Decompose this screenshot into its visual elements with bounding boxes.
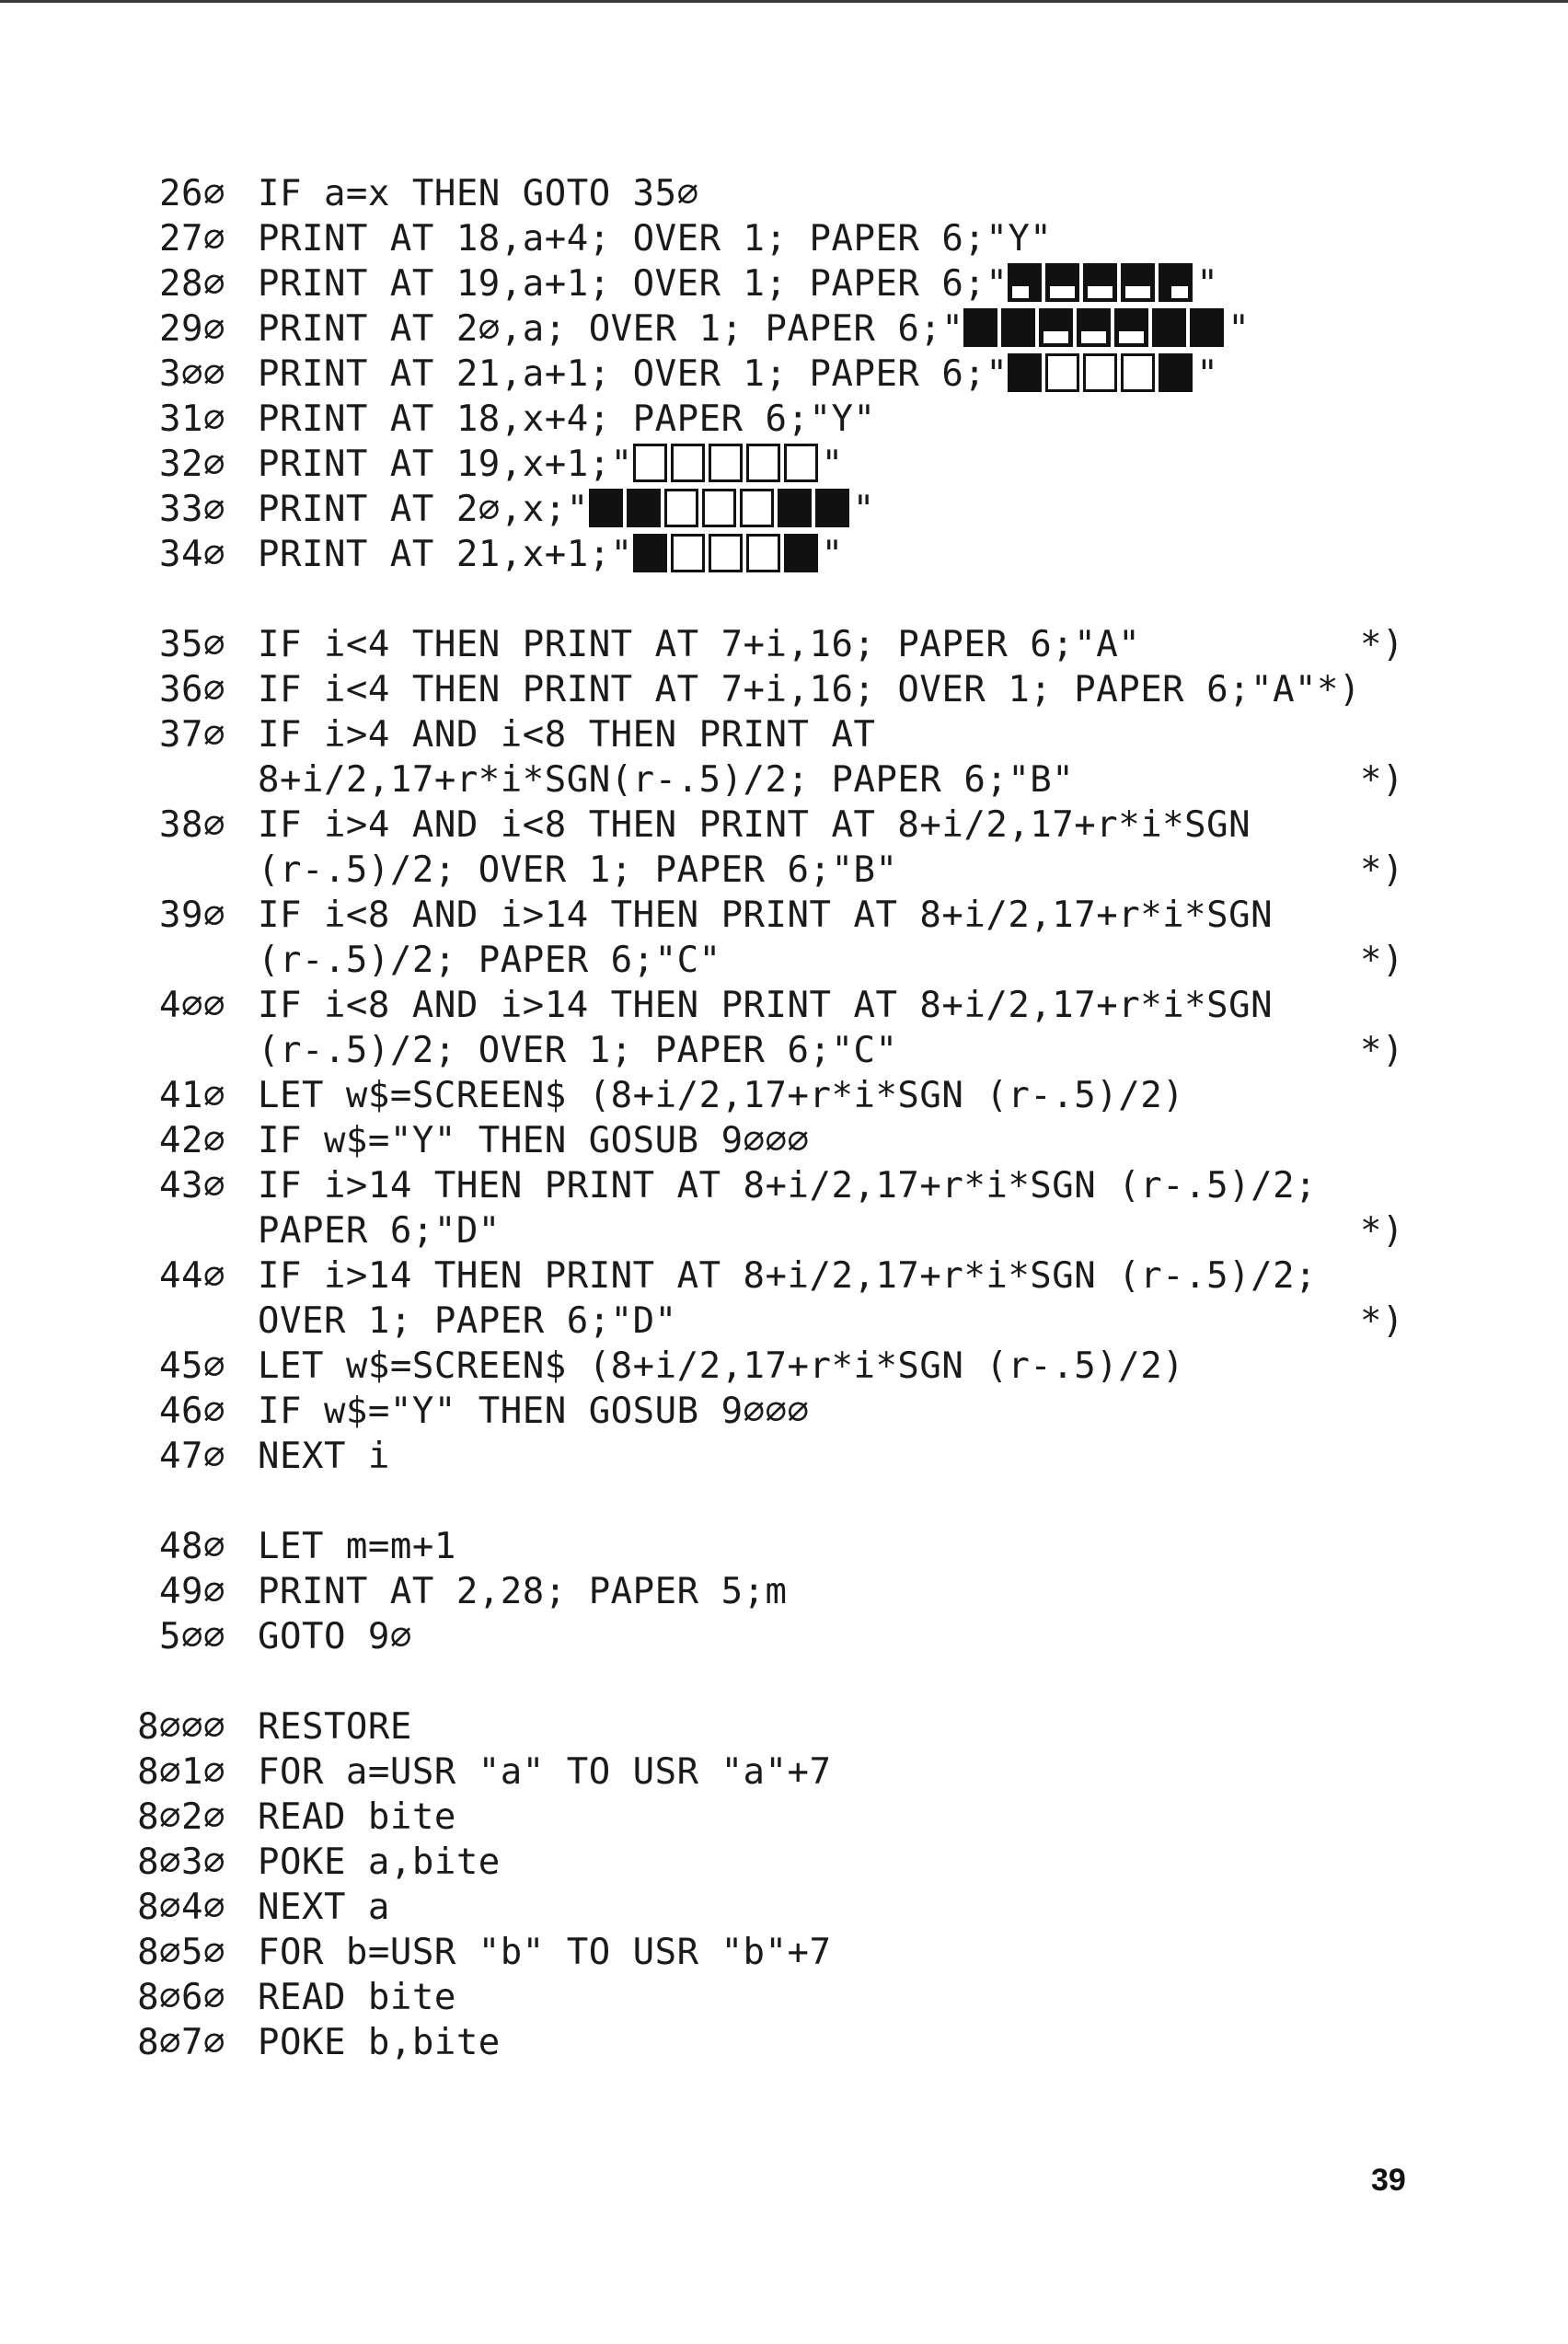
udg-block-glyph [1001, 308, 1035, 347]
code-text: IF i<8 AND i>14 THEN PRINT AT 8+i/2,17+r*i*SGN [258, 985, 1274, 1026]
code-text: READ bite [258, 1977, 456, 2018]
code-text: IF w$="Y" THEN GOSUB 9∅∅∅ [258, 1120, 810, 1161]
code-line [258, 2020, 501, 2065]
code-line [258, 1253, 1317, 1299]
code-line [258, 938, 721, 983]
code-text-tail: " [1196, 353, 1219, 395]
udg-block-glyph [815, 489, 849, 527]
code-text: PRINT AT 18,a+4; OVER 1; PAPER 6;"Y" [258, 218, 1053, 260]
code-text-tail: " [1228, 308, 1251, 350]
code-line [258, 803, 1251, 848]
asterisk-marker: *) [1360, 1300, 1404, 1342]
code-text: (r-.5)/2; PAPER 6;"C" [258, 940, 721, 981]
line-number: 46∅ [159, 1391, 225, 1432]
code-text: PRINT AT 2∅,x;" [258, 489, 589, 530]
udg-block-glyph [1077, 308, 1111, 347]
line-number: 47∅ [159, 1436, 225, 1477]
code-line [258, 171, 699, 216]
code-text: (r-.5)/2; OVER 1; PAPER 6;"B" [258, 849, 898, 891]
code-text: FOR b=USR "b" TO USR "b"+7 [258, 1932, 832, 1973]
line-number: 29∅ [159, 308, 225, 350]
code-text: PRINT AT 2,28; PAPER 5;m [258, 1571, 788, 1612]
asterisk-marker: *) [1360, 849, 1404, 891]
code-text: IF w$="Y" THEN GOSUB 9∅∅∅ [258, 1391, 810, 1432]
udg-block-glyph [746, 444, 780, 482]
line-number: 8∅4∅ [137, 1887, 225, 1928]
code-line [258, 848, 897, 893]
code-text: IF i>14 THEN PRINT AT 8+i/2,17+r*i*SGN (r-.5)/2; [258, 1255, 1318, 1297]
code-text: NEXT a [258, 1887, 390, 1928]
line-number: 32∅ [159, 444, 225, 485]
code-text: NEXT i [258, 1436, 390, 1477]
code-text-tail: " [821, 534, 844, 575]
line-number: 35∅ [159, 624, 225, 665]
asterisk-marker: *) [1360, 759, 1404, 801]
code-text: POKE a,bite [258, 1842, 501, 1883]
code-line [258, 442, 844, 487]
code-text: PRINT AT 18,x+4; PAPER 6;"Y" [258, 398, 876, 440]
code-line [258, 397, 875, 442]
line-number: 8∅7∅ [137, 2022, 225, 2063]
udg-block-glyph [1039, 308, 1073, 347]
line-number: 8∅5∅ [137, 1932, 225, 1973]
code-text: IF i<8 AND i>14 THEN PRINT AT 8+i/2,17+r*i*SGN [258, 895, 1274, 936]
asterisk-marker: *) [1360, 1210, 1404, 1252]
code-text: (r-.5)/2; OVER 1; PAPER 6;"C" [258, 1030, 898, 1071]
line-number: 31∅ [159, 398, 225, 440]
udg-block-glyph [633, 534, 667, 572]
line-number: 34∅ [159, 534, 225, 575]
line-number: 41∅ [159, 1075, 225, 1116]
udg-block-glyph [1045, 263, 1079, 302]
line-number: 36∅ [159, 669, 225, 710]
code-line [258, 1073, 1184, 1118]
code-line [258, 1208, 501, 1253]
udg-block-glyph [709, 444, 743, 482]
code-line [258, 487, 875, 532]
code-line [258, 306, 1250, 352]
code-line [258, 1704, 412, 1749]
asterisk-marker: *) [1360, 1030, 1404, 1071]
asterisk-marker: *) [1360, 940, 1404, 981]
udg-block-glyph [702, 489, 736, 527]
udg-block-glyph [784, 534, 818, 572]
code-line [258, 1975, 456, 2020]
code-line [258, 1434, 390, 1479]
line-number: 49∅ [159, 1571, 225, 1612]
code-text: PRINT AT 21,x+1;" [258, 534, 633, 575]
udg-block-glyph [963, 308, 997, 347]
udg-block-glyph [627, 489, 661, 527]
udg-block-glyph [1045, 353, 1079, 392]
udg-block-glyph [1159, 353, 1193, 392]
line-number: 4∅∅ [159, 985, 225, 1026]
code-line [258, 1389, 810, 1434]
code-text: IF i<4 THEN PRINT AT 7+i,16; PAPER 6;"A" [258, 624, 1141, 665]
line-number: 42∅ [159, 1120, 225, 1161]
code-line [258, 1749, 831, 1795]
code-line [258, 1795, 456, 1840]
code-line [258, 1028, 897, 1073]
code-line [258, 1299, 677, 1344]
udg-block-glyph [671, 534, 705, 572]
code-text: LET m=m+1 [258, 1526, 456, 1567]
code-text: FOR a=USR "a" TO USR "a"+7 [258, 1751, 832, 1793]
page-number: 39 [1371, 2163, 1406, 2198]
line-number: 44∅ [159, 1255, 225, 1297]
line-number: 8∅1∅ [137, 1751, 225, 1793]
code-line [258, 757, 1074, 803]
line-number: 26∅ [159, 173, 225, 214]
code-text: LET w$=SCREEN$ (8+i/2,17+r*i*SGN (r-.5)/2) [258, 1075, 1185, 1116]
udg-block-glyph [1190, 308, 1224, 347]
line-number: 27∅ [159, 218, 225, 260]
line-number: 8∅∅∅ [137, 1706, 225, 1748]
udg-block-glyph [1083, 263, 1117, 302]
code-text: 8+i/2,17+r*i*SGN(r-.5)/2; PAPER 6;"B" [258, 759, 1075, 801]
udg-block-glyph [1008, 353, 1042, 392]
code-line [258, 261, 1218, 306]
line-number: 45∅ [159, 1345, 225, 1387]
code-text-tail: " [821, 444, 844, 485]
udg-block-glyph [1152, 308, 1186, 347]
code-line [258, 1885, 390, 1930]
line-number: 39∅ [159, 895, 225, 936]
udg-block-glyph [664, 489, 698, 527]
line-number: 38∅ [159, 804, 225, 846]
code-line [258, 1614, 412, 1659]
line-number: 5∅∅ [159, 1616, 225, 1657]
code-line [258, 1524, 456, 1569]
udg-block-glyph [740, 489, 774, 527]
code-text: PRINT AT 2∅,a; OVER 1; PAPER 6;" [258, 308, 964, 350]
line-number: 8∅2∅ [137, 1796, 225, 1838]
code-text: LET w$=SCREEN$ (8+i/2,17+r*i*SGN (r-.5)/2) [258, 1345, 1185, 1387]
udg-block-glyph [784, 444, 818, 482]
code-text: READ bite [258, 1796, 456, 1838]
code-line [258, 1344, 1184, 1389]
code-line [258, 667, 1361, 712]
code-text: RESTORE [258, 1706, 412, 1748]
code-text: OVER 1; PAPER 6;"D" [258, 1300, 677, 1342]
udg-block-glyph [1121, 263, 1155, 302]
code-text: IF i>4 AND i<8 THEN PRINT AT 8+i/2,17+r*i*SGN [258, 804, 1251, 846]
line-number: 3∅∅ [159, 353, 225, 395]
udg-block-glyph [1121, 353, 1155, 392]
udg-block-glyph [1008, 263, 1042, 302]
code-line [258, 712, 875, 757]
code-line [258, 532, 844, 577]
udg-block-glyph [1159, 263, 1193, 302]
udg-block-glyph [671, 444, 705, 482]
code-text-tail: " [852, 489, 875, 530]
line-number: 8∅6∅ [137, 1977, 225, 2018]
udg-block-glyph [1114, 308, 1148, 347]
code-text-tail: " [1196, 263, 1219, 305]
code-line [258, 216, 1052, 261]
udg-block-glyph [1083, 353, 1117, 392]
code-text: PAPER 6;"D" [258, 1210, 501, 1252]
code-line [258, 622, 1140, 667]
line-number: 33∅ [159, 489, 225, 530]
udg-block-glyph [633, 444, 667, 482]
line-number: 37∅ [159, 714, 225, 756]
line-number: 8∅3∅ [137, 1842, 225, 1883]
udg-block-glyph [746, 534, 780, 572]
code-text: PRINT AT 19,x+1;" [258, 444, 633, 485]
udg-block-glyph [778, 489, 812, 527]
code-line [258, 352, 1218, 397]
code-text: IF i>14 THEN PRINT AT 8+i/2,17+r*i*SGN (r-.5)/2; [258, 1165, 1318, 1207]
line-number: 43∅ [159, 1165, 225, 1207]
code-text: GOTO 9∅ [258, 1616, 412, 1657]
code-text: POKE b,bite [258, 2022, 501, 2063]
udg-block-glyph [589, 489, 623, 527]
code-line [258, 1118, 810, 1163]
code-line [258, 983, 1273, 1028]
code-line [258, 1840, 501, 1885]
code-line [258, 1930, 831, 1975]
line-number: 28∅ [159, 263, 225, 305]
code-text: PRINT AT 21,a+1; OVER 1; PAPER 6;" [258, 353, 1009, 395]
code-line [258, 1163, 1317, 1208]
asterisk-marker: *) [1360, 624, 1404, 665]
code-text: IF i>4 AND i<8 THEN PRINT AT [258, 714, 876, 756]
code-line [258, 1569, 788, 1614]
code-text: IF a=x THEN GOTO 35∅ [258, 173, 699, 214]
code-line [258, 893, 1273, 938]
code-text: PRINT AT 19,a+1; OVER 1; PAPER 6;" [258, 263, 1009, 305]
code-text: IF i<4 THEN PRINT AT 7+i,16; OVER 1; PAPER 6;"A"*) [258, 669, 1361, 710]
udg-block-glyph [709, 534, 743, 572]
line-number: 48∅ [159, 1526, 225, 1567]
